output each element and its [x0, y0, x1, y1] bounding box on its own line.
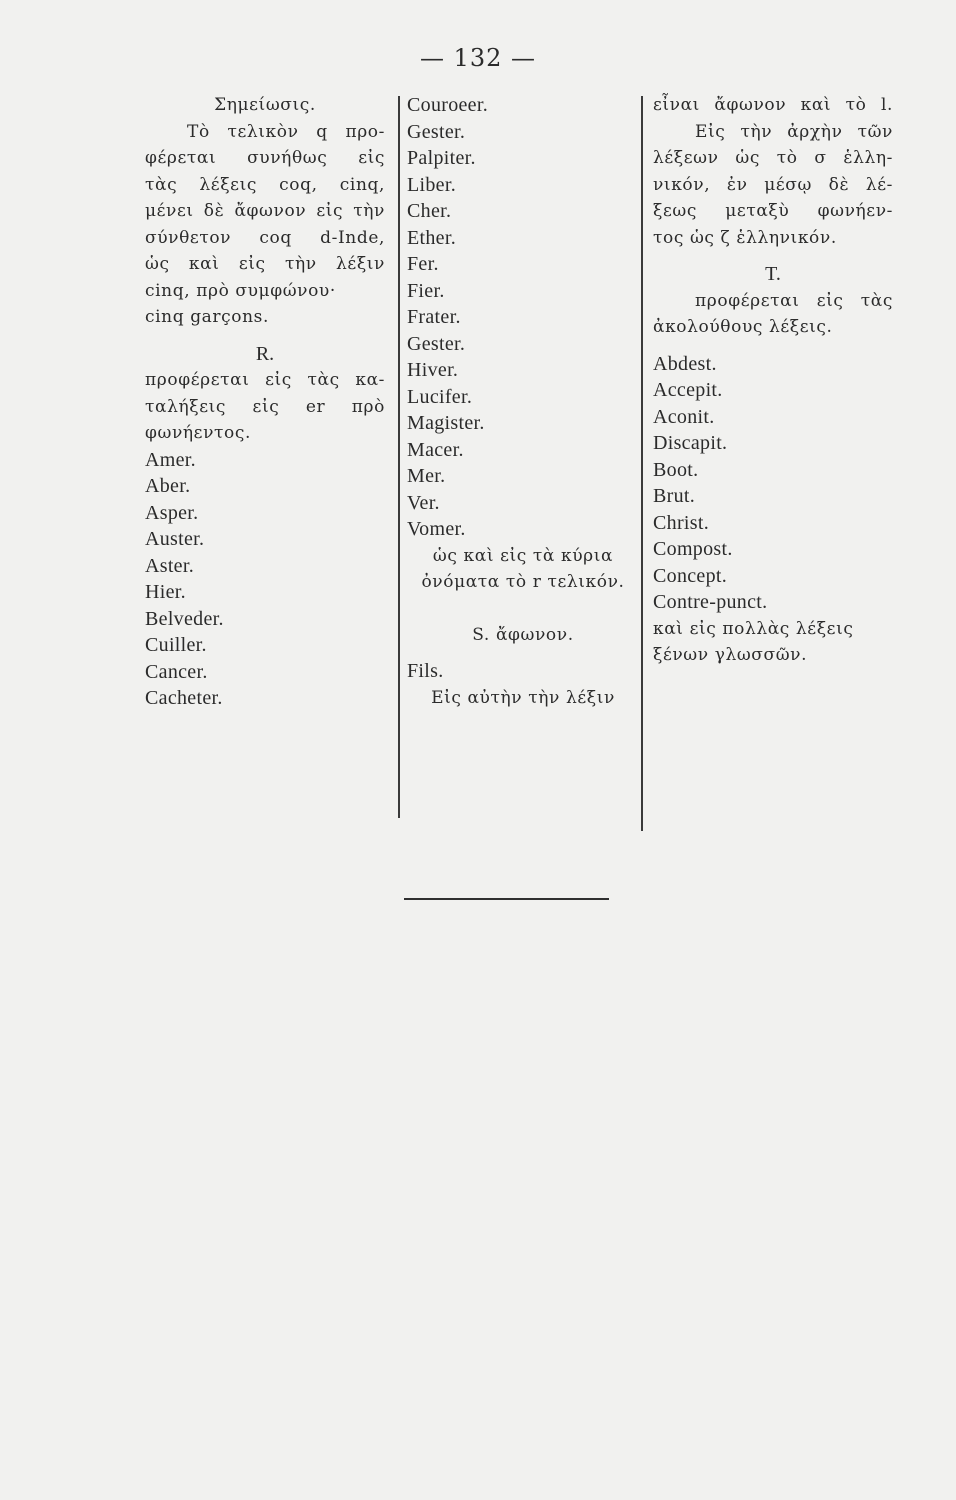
section-heading-s: S. ἄφωνον.	[472, 624, 574, 645]
section-line: φωνήεντος.	[145, 423, 251, 443]
column-divider-right	[641, 96, 643, 831]
right-column	[653, 92, 893, 669]
section-line: ταλήξεις εἰς er πρὸ	[145, 396, 385, 417]
note-line: ὡς καὶ εἰς τὴν λέξιν	[145, 254, 385, 274]
section-line: προφέρεται εἰς τὰς κα-	[145, 370, 385, 390]
word-list-item: Boot.	[653, 458, 699, 481]
word-list-item: Hiver.	[407, 359, 459, 381]
note-line: τὰς λέξεις coq, cinq,	[145, 174, 385, 195]
word-list-item: Contre-punct.	[653, 591, 768, 613]
word-list-item: Brut.	[653, 485, 696, 507]
word-list-item: Accepit.	[653, 379, 723, 401]
word-list-item: Cher.	[407, 200, 452, 222]
page-number: — 132 —	[419, 44, 537, 72]
note-heading: Σημείωσις.	[214, 95, 316, 115]
word-list-item: Gester.	[407, 120, 466, 143]
word-list-item: Cuiller.	[145, 634, 207, 656]
section-letter-r: R.	[255, 342, 275, 365]
column-divider-left	[398, 96, 400, 818]
word-list-item: Discapit.	[653, 432, 728, 454]
word-list-item: Fils.	[407, 660, 444, 682]
word-list-item: Magister.	[407, 412, 485, 434]
word-list-item: Amer.	[145, 448, 196, 471]
section-line: ἀκολούθους λέξεις.	[653, 317, 833, 337]
intro-line: Εἰς τὴν ἀρχὴν τῶν	[695, 121, 893, 142]
note-line: φέρεται συνήθως εἰς	[145, 148, 385, 168]
word-list-item: Lucifer.	[407, 385, 473, 408]
word-list-item: Hier.	[145, 581, 186, 603]
word-list-item: Couroeer.	[407, 94, 489, 116]
word-list-item: Vomer.	[407, 518, 466, 540]
word-list-item: Cacheter.	[145, 687, 223, 709]
closing-line: ξένων γλωσσῶν.	[653, 645, 808, 665]
intro-line: λέξεων ὡς τὸ σ ἑλλη-	[653, 148, 893, 168]
middle-column	[407, 92, 639, 711]
word-list-item: Aconit.	[653, 405, 715, 428]
note-line: cinq, πρὸ συμφώνου·	[145, 280, 336, 301]
note-line: cinq garçons.	[145, 307, 269, 327]
left-column	[145, 92, 385, 712]
word-list-item: Fier.	[407, 279, 445, 302]
section-line: Εἰς αὐτὴν τὴν λέξιν	[431, 687, 615, 708]
word-list-item: Liber.	[407, 173, 457, 196]
intro-line: τος ὡς ζ ἑλληνικόν.	[653, 227, 837, 248]
note-line: μένει δὲ ἄφωνον εἰς τὴν	[145, 201, 385, 221]
intro-line: νικόν, ἐν μέσῳ δὲ λέ-	[653, 174, 893, 195]
intro-line: ξεως μεταξὺ φωνήεν-	[653, 201, 893, 221]
note-line: ὀνόματα τὸ r τελικόν.	[421, 572, 625, 592]
intro-line: εἶναι ἄφωνον καὶ τὸ l.	[653, 95, 893, 115]
bottom-rule	[404, 898, 609, 900]
word-list-item: Compost.	[653, 538, 733, 560]
word-list-item: Gester.	[407, 332, 466, 355]
word-list-item: Aster.	[145, 554, 195, 577]
word-list-item: Mer.	[407, 465, 446, 487]
closing-line: καὶ εἰς πολλὰς λέξεις	[653, 618, 854, 639]
section-line: προφέρεται εἰς τὰς	[695, 290, 893, 311]
word-list-item: Belveder.	[145, 607, 224, 630]
word-list-item: Christ.	[653, 511, 709, 534]
word-list-item: Ether.	[407, 226, 457, 249]
word-list-item: Cancer.	[145, 660, 208, 683]
word-list-item: Palpiter.	[407, 147, 476, 169]
word-list-item: Concept.	[653, 564, 728, 587]
word-list-item: Ver.	[407, 491, 440, 514]
section-letter-t: T.	[765, 263, 781, 285]
note-line: ὡς καὶ εἰς τὰ κύρια	[432, 545, 614, 566]
word-list-item: Abdest.	[653, 352, 717, 375]
word-list-item: Fer.	[407, 253, 439, 275]
note-line: σύνθετον coq d-Inde,	[145, 227, 385, 248]
word-list-item: Auster.	[145, 528, 205, 550]
word-list-item: Macer.	[407, 438, 464, 461]
word-list-item: Frater.	[407, 306, 461, 328]
word-list-item: Asper.	[145, 501, 199, 524]
note-line: Τὸ τελικὸν q προ-	[187, 121, 385, 142]
word-list-item: Aber.	[145, 475, 191, 497]
